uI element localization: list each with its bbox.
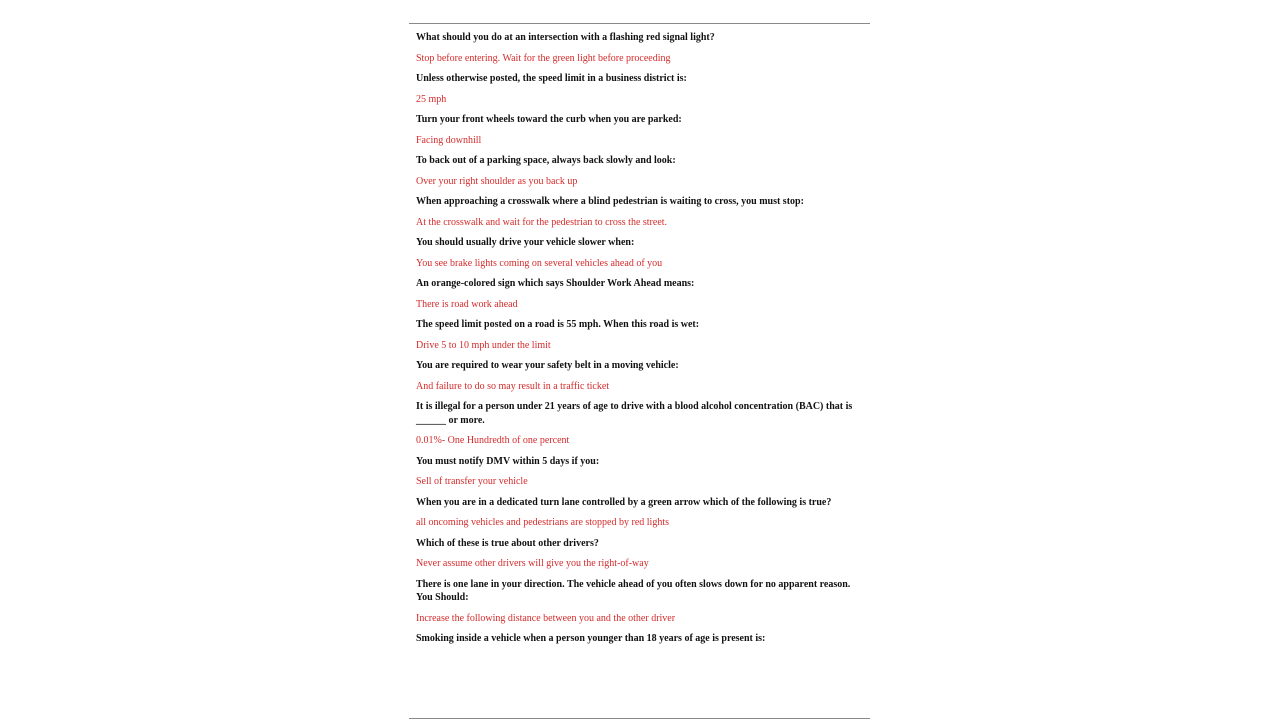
qa-item — [416, 455, 868, 489]
answer-text: 0.01%- One Hundredth of one percent — [416, 435, 570, 446]
qa-item — [416, 154, 868, 188]
qa-item — [416, 318, 868, 352]
answer-text: Sell of transfer your vehicle — [416, 476, 528, 487]
qa-list — [416, 31, 868, 653]
qa-item — [416, 72, 868, 106]
question-text: What should you do at an intersection with a flashing red signal light? — [416, 32, 715, 43]
question-text: You should usually drive your vehicle slower when: — [416, 237, 635, 248]
qa-item — [416, 578, 868, 626]
qa-item — [416, 277, 868, 311]
qa-item — [416, 359, 868, 393]
answer-text: Stop before entering. Wait for the green light before proceeding — [416, 52, 671, 64]
answer-text: all oncoming vehicles and pedestrians are stopped by red lights — [416, 517, 669, 528]
question-text: Unless otherwise posted, the speed limit in a business district is: — [416, 73, 687, 84]
question-text: Smoking inside a vehicle when a person younger than 18 years of age is present is: — [416, 633, 766, 644]
answer-text: Drive 5 to 10 mph under the limit — [416, 339, 551, 351]
qa-item — [416, 496, 868, 530]
question-text: When approaching a crosswalk where a blind pedestrian is waiting to cross, you must stop: — [416, 196, 804, 207]
qa-item — [416, 400, 868, 448]
answer-text: Over your right shoulder as you back up — [416, 175, 578, 187]
answer-text: 25 mph — [416, 93, 447, 105]
question-text: Which of these is true about other drivers? — [416, 537, 599, 549]
answer-text: Facing downhill — [416, 134, 482, 146]
qa-item — [416, 632, 868, 646]
page-bottom-rule — [409, 718, 870, 719]
qa-item — [416, 537, 868, 571]
question-text: It is illegal for a person under 21 years of age to drive with a blood alcohol concentration (BAC) that is ______ or more. — [416, 401, 853, 426]
answer-text: Increase the following distance between you and the other driver — [416, 612, 676, 624]
answer-text: Never assume other drivers will give you the right-of-way — [416, 558, 649, 569]
question-text: You are required to wear your safety belt in a moving vehicle: — [416, 360, 679, 371]
question-text: The speed limit posted on a road is 55 mph. When this road is wet: — [416, 319, 700, 330]
question-text: You must notify DMV within 5 days if you: — [416, 455, 600, 467]
qa-item — [416, 31, 868, 65]
qa-item — [416, 113, 868, 147]
question-text: When you are in a dedicated turn lane controlled by a green arrow which of the following is true? — [416, 496, 832, 508]
question-text: An orange-colored sign which says Shoulder Work Ahead means: — [416, 278, 695, 289]
question-text: There is one lane in your direction. The vehicle ahead of you often slows down for no apparent reason. You Should: — [416, 578, 851, 603]
answer-text: There is road work ahead — [416, 298, 518, 310]
answer-text: At the crosswalk and wait for the pedestrian to cross the street. — [416, 216, 668, 228]
answer-text: And failure to do so may result in a traffic ticket — [416, 380, 610, 392]
question-text: To back out of a parking space, always back slowly and look: — [416, 155, 676, 166]
qa-item — [416, 195, 868, 229]
document-page — [409, 23, 870, 720]
qa-item — [416, 236, 868, 270]
question-text: Turn your front wheels toward the curb when you are parked: — [416, 114, 682, 125]
answer-text: You see brake lights coming on several vehicles ahead of you — [416, 257, 663, 269]
